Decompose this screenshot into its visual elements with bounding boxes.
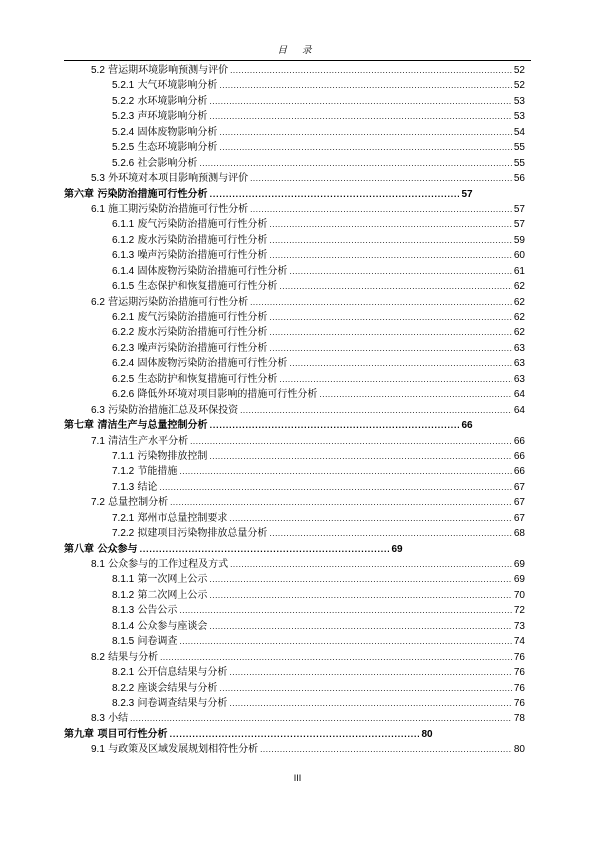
toc-entry-title: 污染防治措施汇总及环保投资 [108,404,239,416]
dot-leader [169,728,419,743]
dot-leader [260,743,512,758]
toc-entry-page: 63 [513,358,525,370]
toc-entry-title: 节能措施 [137,466,178,478]
toc-entry-page: 59 [513,234,525,246]
toc-entry-page: 80 [513,744,525,756]
toc-entry-page: 68 [513,528,525,540]
dot-leader [139,543,389,558]
toc-entry-number: 5.2.6 [112,157,135,169]
toc-entry[interactable] [64,696,525,711]
toc-entry[interactable] [64,279,525,294]
toc-entry-number: 8.1.2 [112,589,135,601]
toc-entry-page: 66 [513,466,525,478]
toc-entry-number: 6.1.3 [112,250,135,262]
toc-entry-page: 66 [513,450,525,462]
table-of-contents [64,63,525,758]
dot-leader [250,203,512,218]
toc-entry-page: 55 [513,157,525,169]
toc-entry-title: 固体废物影响分析 [137,126,218,138]
toc-entry-page: 76 [513,697,525,709]
toc-entry[interactable] [64,511,525,526]
dot-leader [229,666,511,681]
toc-entry-number: 6.2 [91,296,105,308]
toc-entry-number: 6.1.1 [112,219,135,231]
toc-entry-number: 8.1.1 [112,574,135,586]
toc-entry-page: 67 [513,481,525,493]
dot-leader [229,697,511,712]
toc-entry[interactable] [64,650,525,665]
dot-leader [179,465,511,480]
toc-entry-page: 63 [513,373,525,385]
toc-entry-number: 8.2.2 [112,682,135,694]
dot-leader [209,573,511,588]
toc-entry-number: 7.2.2 [112,528,135,540]
toc-entry-number: 7.1.2 [112,466,135,478]
toc-entry-page: 62 [513,327,525,339]
toc-entry-title: 拟建项目污染物排放总量分析 [137,528,268,540]
dot-leader [219,141,511,156]
toc-entry[interactable] [64,572,525,587]
toc-entry-number: 8.2 [91,651,105,663]
toc-entry-number: 7.2 [91,497,105,509]
toc-entry-number: 5.2.3 [112,111,135,123]
toc-entry[interactable] [64,341,525,356]
toc-entry[interactable] [64,125,525,140]
toc-entry-title: 噪声污染防治措施可行性分析 [137,250,268,262]
toc-entry-page: 55 [513,142,525,154]
toc-entry[interactable] [64,140,525,155]
toc-entry-title: 公众参与的工作过程及方式 [108,559,229,570]
toc-entry[interactable] [64,94,525,109]
toc-entry[interactable] [64,109,525,124]
toc-entry-page: 53 [513,111,525,123]
dot-leader [230,558,512,573]
toc-entry-page: 52 [513,80,525,92]
toc-entry[interactable] [64,742,525,757]
toc-entry[interactable] [64,449,525,464]
toc-entry-title: 降低外环境对项目影响的措施可行性分析 [137,389,318,401]
toc-entry-number: 6.2.2 [112,327,135,339]
toc-entry-title: 公开信息结果与分析 [137,667,228,679]
toc-entry-page: 64 [513,404,525,416]
toc-entry-title: 公告公示 [137,605,178,617]
toc-entry-number: 7.1.3 [112,481,135,493]
toc-entry-title: 营运期污染防治措施可行性分析 [108,296,249,308]
toc-entry-title: 污染物排放控制 [137,450,208,462]
toc-entry-page: 74 [513,636,525,648]
toc-entry-page: 76 [513,682,525,694]
toc-entry-number: 7.1 [91,435,105,447]
toc-entry-title: 固体废物污染防治措施可行性分析 [137,265,288,277]
dot-leader [269,249,511,264]
toc-entry-title: 项目可行性分析 [97,728,168,740]
toc-entry-title: 生态环境影响分析 [137,142,218,154]
toc-entry-page: 62 [513,312,525,323]
toc-entry[interactable] [64,295,525,310]
toc-entry-page: 76 [513,667,525,679]
toc-entry-number: 5.2.4 [112,126,135,138]
toc-entry[interactable] [64,325,525,340]
toc-entry[interactable] [64,264,525,279]
toc-entry-title: 公众参与 [97,543,138,555]
toc-entry-number: 9.1 [91,744,105,756]
toc-entry-title: 固体废物污染防治措施可行性分析 [137,358,288,370]
toc-entry-title: 第一次网上公示 [137,574,208,586]
toc-entry-title: 废气污染防治措施可行性分析 [137,219,268,231]
toc-entry[interactable] [64,63,525,78]
dot-leader [209,188,459,203]
dot-leader [190,435,512,450]
toc-entry-number: 6.2.6 [112,389,135,401]
toc-entry-title: 生态防护和恢复措施可行性分析 [137,373,278,385]
toc-entry-number: 6.3 [91,404,105,416]
toc-entry-title: 座谈会结果与分析 [137,682,218,694]
toc-entry-title: 施工期污染防治措施可行性分析 [108,203,249,215]
toc-entry-title: 问卷调查结果与分析 [137,697,228,709]
toc-entry-number: 8.1.4 [112,620,135,632]
toc-entry-page: 62 [513,296,525,308]
toc-entry-title: 营运期环境影响预测与评价 [108,65,229,76]
page-number: III [293,773,302,783]
toc-entry-number: 7.1.1 [112,450,135,462]
toc-entry-page: 60 [513,250,525,262]
toc-entry-number: 7.2.1 [112,512,135,524]
dot-leader [229,512,511,527]
dot-leader [250,172,512,187]
toc-entry-number: 第九章 [64,728,94,740]
toc-entry-page: 57 [461,188,473,200]
toc-entry-title: 生态保护和恢复措施可行性分析 [137,281,278,293]
toc-entry-number: 第八章 [64,543,94,555]
toc-entry-page: 67 [513,497,525,509]
toc-entry[interactable] [64,310,525,325]
toc-entry-number: 5.2.1 [112,80,135,92]
toc-entry-number: 6.1.2 [112,234,135,246]
header-title: 目 录 [277,45,318,56]
toc-entry[interactable] [64,557,525,572]
toc-entry[interactable] [64,403,525,418]
dot-leader [240,404,512,419]
toc-entry-page: 70 [513,589,525,601]
toc-entry-number: 5.2 [91,65,105,76]
page-header [64,42,531,61]
toc-entry[interactable] [64,434,525,449]
dot-leader [219,79,511,94]
toc-entry-title: 总量控制分析 [108,497,169,509]
toc-entry-title: 污染防治措施可行性分析 [97,188,208,200]
dot-leader [209,419,459,434]
dot-leader [160,651,512,666]
toc-entry-title: 与政策及区域发展规划相符性分析 [108,744,259,756]
toc-entry-title: 水环境影响分析 [137,95,208,107]
dot-leader [209,589,511,604]
dot-leader [269,342,511,357]
dot-leader [159,481,511,496]
toc-entry-title: 废气污染防治措施可行性分析 [137,312,268,323]
toc-entry-title: 小结 [108,713,129,725]
toc-entry-number: 8.2.1 [112,667,135,679]
dot-leader [209,620,511,635]
toc-entry-title: 清洁生产与总量控制分析 [97,420,208,432]
dot-leader [250,296,512,311]
toc-entry-number: 6.1.4 [112,265,135,277]
toc-entry-number: 8.1.3 [112,605,135,617]
toc-entry[interactable] [64,603,525,618]
toc-entry[interactable] [64,711,525,726]
dot-leader [269,326,511,341]
toc-entry-title: 第二次网上公示 [137,589,208,601]
toc-entry[interactable] [64,202,525,217]
toc-entry[interactable] [64,588,525,603]
toc-entry-number: 5.2.5 [112,142,135,154]
toc-entry-page: 54 [513,126,525,138]
toc-entry-number: 8.1 [91,559,105,570]
toc-entry[interactable] [64,78,525,93]
toc-entry-page: 64 [513,389,525,401]
toc-entry-page: 57 [513,219,525,231]
toc-entry-page: 69 [513,559,525,570]
toc-entry-number: 第六章 [64,188,94,200]
toc-entry-number: 8.1.5 [112,636,135,648]
dot-leader [269,218,511,233]
dot-leader [279,280,511,295]
toc-entry[interactable] [64,665,525,680]
dot-leader [209,95,511,110]
dot-leader [219,682,511,697]
toc-entry[interactable] [64,217,525,232]
page-footer [0,773,595,783]
dot-leader [319,388,511,403]
toc-entry-page: 62 [513,281,525,293]
toc-entry[interactable] [64,248,525,263]
toc-entry-number: 5.3 [91,173,105,185]
toc-entry-number: 6.1 [91,203,105,215]
toc-entry[interactable] [64,387,525,402]
toc-entry-title: 郑州市总量控制要求 [137,512,228,524]
toc-entry-title: 噪声污染防治措施可行性分析 [137,342,268,354]
dot-leader [269,234,511,249]
toc-chapter-entry[interactable] [64,187,525,202]
dot-leader [219,126,511,141]
toc-entry-page: 78 [513,713,525,725]
toc-chapter-entry[interactable] [64,418,525,433]
dot-leader [289,357,511,372]
toc-entry-page: 61 [513,265,525,277]
toc-entry-page: 52 [513,65,525,76]
toc-entry[interactable] [64,464,525,479]
toc-entry-title: 废水污染防治措施可行性分析 [137,327,268,339]
toc-entry[interactable] [64,171,525,186]
toc-entry-page: 76 [513,651,525,663]
toc-entry-number: 6.2.4 [112,358,135,370]
toc-entry-page: 69 [513,574,525,586]
toc-entry-title: 声环境影响分析 [137,111,208,123]
toc-entry-page: 57 [513,203,525,215]
toc-entry-title: 外环境对本项目影响预测与评价 [108,173,249,185]
toc-entry[interactable] [64,372,525,387]
toc-entry-page: 69 [391,543,403,555]
toc-entry-title: 社会影响分析 [137,157,198,169]
dot-leader [269,311,511,326]
toc-entry[interactable] [64,526,525,541]
toc-entry-page: 80 [421,728,433,740]
toc-entry-page: 67 [513,512,525,524]
dot-leader [209,450,511,465]
toc-entry-number: 6.1.5 [112,281,135,293]
toc-entry-title: 结论 [137,481,158,493]
dot-leader [179,604,511,619]
toc-entry[interactable] [64,233,525,248]
toc-entry-page: 56 [513,173,525,185]
dot-leader [179,635,511,650]
toc-entry-number: 5.2.2 [112,95,135,107]
toc-entry[interactable] [64,356,525,371]
toc-chapter-entry[interactable] [64,727,525,742]
dot-leader [279,373,511,388]
toc-entry-title: 结果与分析 [108,651,159,663]
toc-entry-page: 66 [513,435,525,447]
toc-entry[interactable] [64,480,525,495]
toc-entry-number: 6.2.3 [112,342,135,354]
toc-entry-number: 8.2.3 [112,697,135,709]
toc-entry-title: 问卷调查 [137,636,178,648]
dot-leader [209,110,511,125]
dot-leader [230,64,512,79]
toc-entry-page: 66 [461,420,473,432]
toc-entry[interactable] [64,619,525,634]
toc-entry-number: 第七章 [64,420,94,432]
dot-leader [130,712,512,727]
toc-entry-title: 公众参与座谈会 [137,620,208,632]
dot-leader [170,496,512,511]
dot-leader [269,527,511,542]
dot-leader [199,157,511,172]
toc-entry-page: 63 [513,342,525,354]
toc-entry[interactable] [64,156,525,171]
toc-entry-title: 大气环境影响分析 [137,80,218,92]
toc-entry-number: 6.2.1 [112,312,135,323]
toc-chapter-entry[interactable] [64,542,525,557]
toc-entry[interactable] [64,495,525,510]
dot-leader [289,265,511,280]
toc-entry-title: 废水污染防治措施可行性分析 [137,234,268,246]
toc-entry-page: 53 [513,95,525,107]
toc-entry-page: 72 [513,605,525,617]
toc-entry-title: 清洁生产水平分析 [108,435,189,447]
toc-entry[interactable] [64,634,525,649]
toc-entry[interactable] [64,681,525,696]
toc-entry-page: 73 [513,620,525,632]
toc-entry-number: 6.2.5 [112,373,135,385]
toc-entry-number: 8.3 [91,713,105,725]
